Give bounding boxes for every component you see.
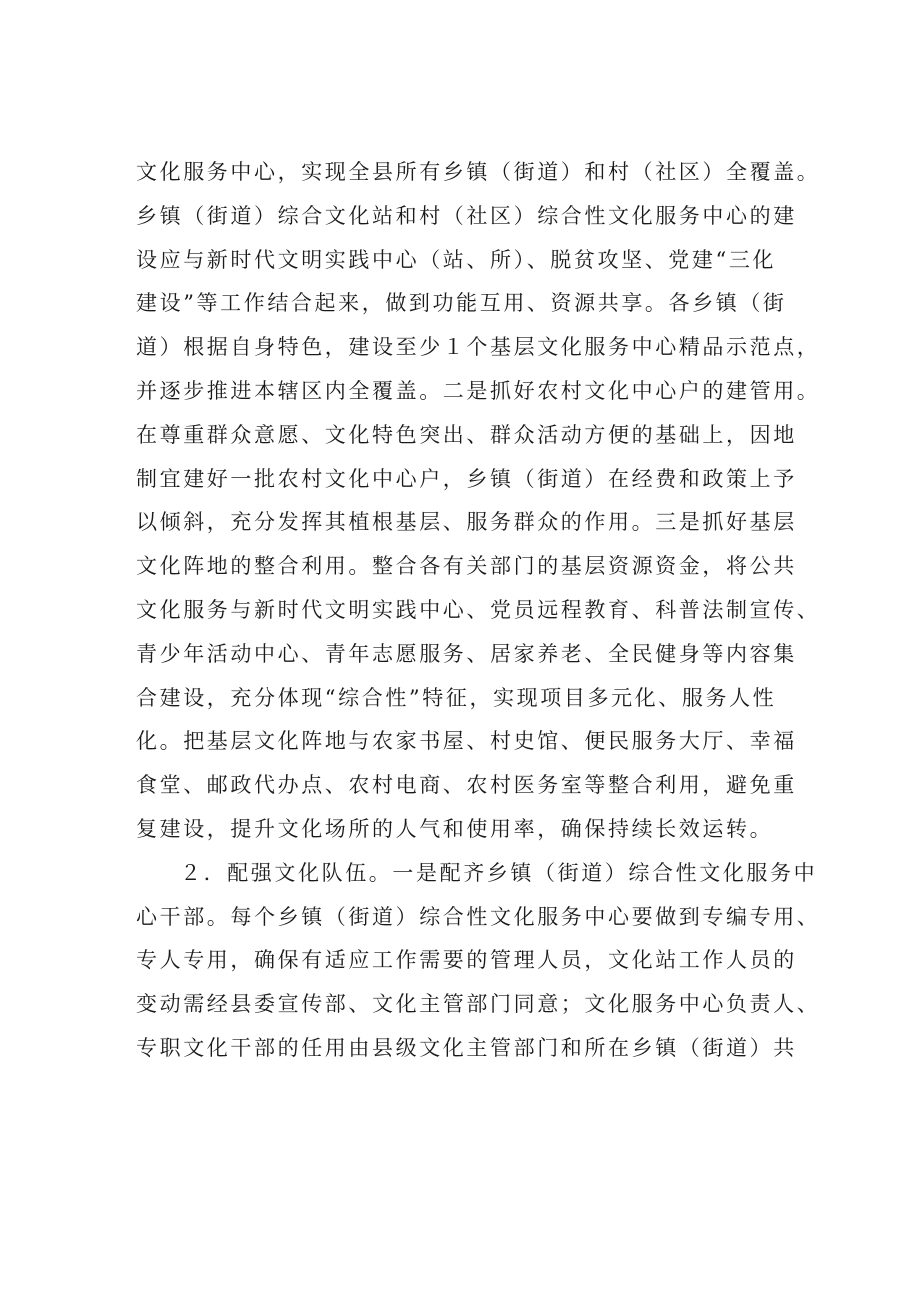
text-line: 合建设，充分体现“综合性”特征，实现项目多元化、服务人性 [136,685,777,710]
text-line: 文化服务中心，实现全县所有乡镇（街道）和村（社区）全覆盖。 [136,160,821,184]
text-line: 并逐步推进本辖区内全覆盖。二是抓好农村文化中心户的建管用。 [136,378,821,403]
text-line: 建设”等工作结合起来，做到功能互用、资源共享。各乡镇（街 [136,291,787,316]
text-line: 食堂、邮政代办点、农村电商、农村医务室等整合利用，避免重 [136,773,797,798]
text-line: 文化服务与新时代文明实践中心、党员远程教育、科普法制宣传、 [136,597,821,622]
text-line: 道）根据自身特色，建设至少１个基层文化服务中心精品示范点， [136,335,821,360]
text-line: 复建设，提升文化场所的人气和使用率，确保持续长效运转。 [136,816,774,841]
text-line: 心干部。每个乡镇（街道）综合性文化服务中心要做到专编专用、 [136,904,821,929]
text-line: 专职文化干部的任用由县级文化主管部门和所在乡镇（街道）共 [136,1035,797,1060]
text-line: 乡镇（街道）综合文化站和村（社区）综合性文化服务中心的建 [136,203,797,228]
text-line: 文化阵地的整合利用。整合各有关部门的基层资源资金，将公共 [136,554,797,579]
text-line: 青少年活动中心、青年志愿服务、居家养老、全民健身等内容集 [136,641,797,666]
text-line: 变动需经县委宣传部、文化主管部门同意；文化服务中心负责人、 [136,992,821,1017]
text-line: 制宜建好一批农村文化中心户，乡镇（街道）在经费和政策上予 [136,466,797,491]
body-text [136,151,821,1071]
section-heading-line: ２．配强文化队伍。一是配齐乡镇（街道）综合性文化服务中 [180,860,818,885]
text-line: 设应与新时代文明实践中心（站、所）、脱贫攻坚、党建“三化 [136,247,777,272]
text-line: 化。把基层文化阵地与农家书屋、村史馆、便民服务大厅、幸福 [136,729,797,754]
text-line: 专人专用，确保有适应工作需要的管理人员，文化站工作人员的 [136,948,797,973]
text-line: 在尊重群众意愿、文化特色突出、群众活动方便的基础上，因地 [136,422,797,447]
text-line: 以倾斜，充分发挥其植根基层、服务群众的作用。三是抓好基层 [136,510,797,535]
